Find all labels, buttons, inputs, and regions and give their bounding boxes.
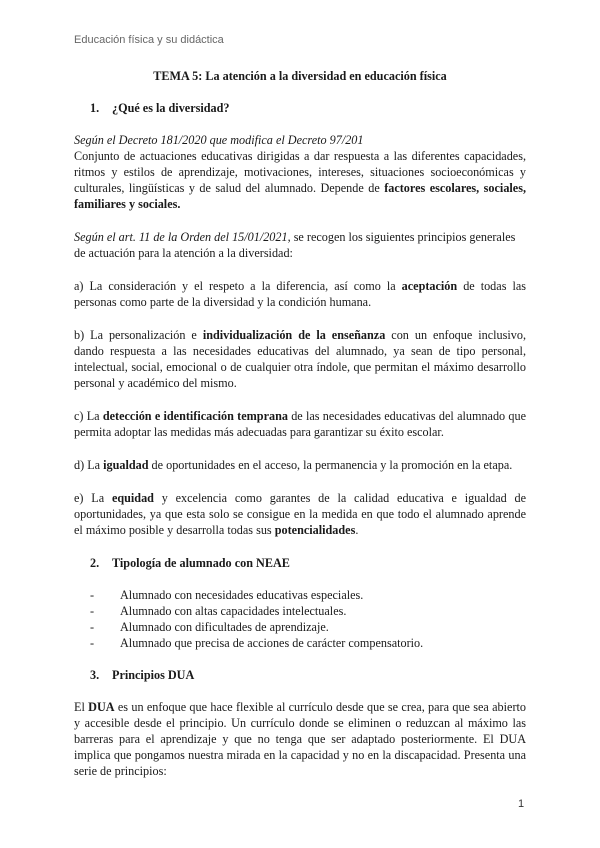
text: b) La personalización e: [74, 328, 203, 342]
bold-text: DUA: [88, 700, 115, 714]
source-citation: Según el art. 11 de la Orden del 15/01/2021,: [74, 230, 291, 244]
bold-text: igualdad: [103, 458, 149, 472]
text: .: [355, 523, 359, 537]
text: con un enfoque inclusivo, dando respuesta a las necesidades educativas del alumnado, ya sean de tipo personal, intelectual, social, emocional o de cualquier otra índole, que permitan el máximo desarrollo personal y académico del mismo.: [74, 328, 526, 390]
list-item-text: Alumnado con necesidades educativas especiales.: [120, 588, 364, 602]
paragraph-definition: [74, 132, 526, 212]
principle-a: [74, 278, 526, 310]
text: a) La consideración y el respeto a la diferencia, así como la: [74, 279, 402, 293]
text: se recogen los siguientes principios generales de actuación para la atención a la diversidad:: [74, 230, 516, 260]
principle-d: [74, 457, 526, 473]
neae-list: [74, 587, 526, 651]
text: de las necesidades educativas del alumnado que permita adoptar las medidas más adecuadas para garantizar su éxito escolar.: [74, 409, 526, 439]
text: de oportunidades en el acceso, la permanencia y la promoción en la etapa.: [148, 458, 513, 472]
principle-c: [74, 408, 526, 440]
text: Conjunto de actuaciones educativas dirigidas a dar respuesta a las diferentes capacidades, ritmos y estilos de aprendizaje, motivaciones, intereses, situaciones socioeconómicas y culturales, lingüísticas y de salud del alumnado. Depende de: [74, 149, 526, 195]
section-title: ¿Qué es la diversidad?: [112, 101, 230, 115]
document-body: [74, 68, 526, 796]
list-item: - Alumnado con dificultades de aprendizaje.: [90, 620, 329, 634]
section-3-heading: [74, 667, 526, 683]
list-item: - Alumnado con necesidades educativas especiales.: [90, 588, 364, 602]
section-title: Principios DUA: [112, 668, 195, 682]
section-number: 3.: [90, 668, 100, 682]
text: d) La: [74, 458, 104, 472]
section-1-heading: [74, 100, 526, 116]
text: c) La: [74, 409, 103, 423]
bold-text: factores escolares, sociales, familiares y sociales.: [74, 181, 526, 211]
list-item: - Alumnado que precisa de acciones de carácter compensatorio.: [90, 636, 424, 650]
bold-text: aceptación: [401, 279, 458, 293]
principle-e: [74, 490, 526, 538]
text: e) La: [74, 491, 112, 505]
text: y excelencia como garantes de la calidad educativa e igualdad de oportunidades, ya que esta solo se consigue en la medida en que todo el alumnado aprende el máximo posible y desarrolla todas sus: [74, 491, 527, 537]
page-title: TEMA 5: La atención a la diversidad en educación física: [153, 69, 447, 83]
text: El: [74, 700, 89, 714]
list-item-text: Alumnado que precisa de acciones de carácter compensatorio.: [120, 636, 424, 650]
list-item: - Alumnado con altas capacidades intelectuales.: [90, 604, 347, 618]
paragraph-dua: [74, 699, 526, 779]
bold-text: individualización de la enseñanza: [202, 328, 386, 342]
list-item-text: Alumnado con altas capacidades intelectuales.: [120, 604, 347, 618]
text: es un enfoque que hace flexible al currículo desde que se crea, para que sea abierto y accesible desde el principio. Un currículo donde se eliminen o reduzcan al máximo las barreras para el aprendizaje y que no tenga que ser adaptado posteriormente. El DUA implica que pongamos nuestra mirada en la capacidad y no en la discapacidad. Presenta una serie de principios:: [74, 700, 526, 778]
source-citation: Según el Decreto 181/2020 que modifica el Decreto 97/201: [74, 133, 364, 147]
text: de todas las personas como parte de la diversidad y la condición humana.: [74, 279, 526, 309]
bold-text: detección e identificación temprana: [102, 409, 288, 423]
paragraph-principles-intro: [74, 229, 526, 261]
principle-b: [74, 327, 526, 391]
list-item-text: Alumnado con dificultades de aprendizaje.: [120, 620, 329, 634]
section-number: 2.: [90, 556, 100, 570]
section-2-heading: [74, 555, 526, 571]
section-title: Tipología de alumnado con NEAE: [112, 556, 290, 570]
page-number: 1: [518, 798, 525, 810]
bold-text: equidad: [111, 491, 154, 505]
page-header: Educación física y su didáctica: [74, 34, 224, 46]
bold-text: potencialidades: [274, 523, 356, 537]
section-number: 1.: [90, 101, 100, 115]
